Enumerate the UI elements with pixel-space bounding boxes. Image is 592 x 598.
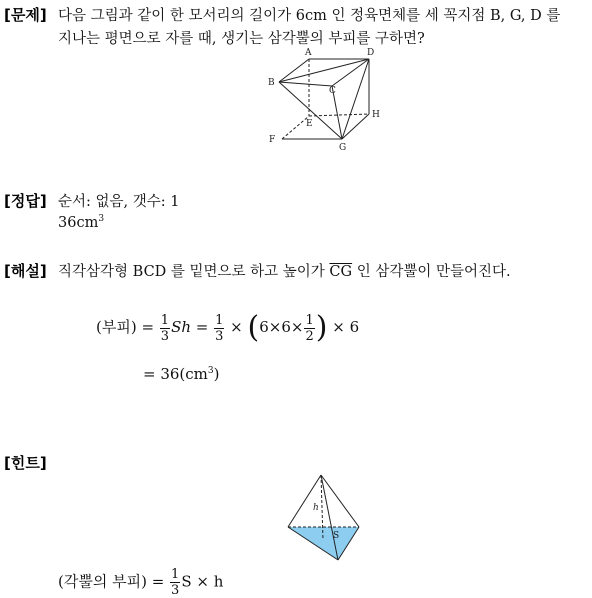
label-g: G [339, 143, 347, 153]
hint-formula: (각뿔의 부피) = $\frac{1}{3}$ S × h [58, 567, 224, 598]
edge-bc [279, 82, 332, 86]
label-h: H [372, 110, 380, 120]
solution-text: 직각삼각형 BCD 를 밑면으로 하고 높이가 $\overline{CG}$ 인 삼각뿔이 만들어진다. [58, 264, 511, 280]
label-e: E [306, 119, 313, 129]
hidden-edge-fe [282, 116, 309, 139]
hint-tag: [힌트] [4, 454, 47, 472]
answer-tag: [정답] [4, 192, 47, 210]
volume-equation: (부피) = $\frac{1}{3}$ Sh = $\frac{1}{3}$ × (6×6× $\frac{1}{2}$ ) × 6 [96, 310, 360, 345]
volume-result: = $36(cm^3)$ [143, 365, 220, 383]
label-a: A [305, 48, 312, 58]
cube-figure [262, 44, 394, 154]
label-c: C [329, 86, 336, 96]
problem-tag: [문제] [4, 6, 47, 24]
segment-cg: $\overline{CG}$ [329, 264, 353, 280]
edge-bd [279, 59, 369, 82]
pyramid-figure [283, 470, 365, 570]
answer-value: $36cm^3$ [58, 214, 105, 231]
label-h-height: h [313, 503, 319, 513]
edge-cd [332, 59, 369, 86]
label-d: D [367, 48, 375, 58]
problem-line-2: 지나는 평면으로 자를 때, 생기는 삼각뿔의 부피를 구하면? [58, 31, 425, 47]
pyramid-edge-left [288, 475, 321, 527]
label-b: B [268, 78, 275, 88]
answer-meta: 순서: 없음, 갯수: 1 [58, 194, 180, 210]
problem-line-1: 다음 그림과 같이 한 모서리의 길이가 6cm 인 정육면체를 세 꼭지점 B, G, D 를 [58, 8, 561, 24]
label-s-base: S [333, 531, 340, 541]
hidden-edge-eh [309, 114, 369, 116]
label-f: F [269, 135, 276, 145]
solution-tag: [해설] [4, 262, 47, 280]
